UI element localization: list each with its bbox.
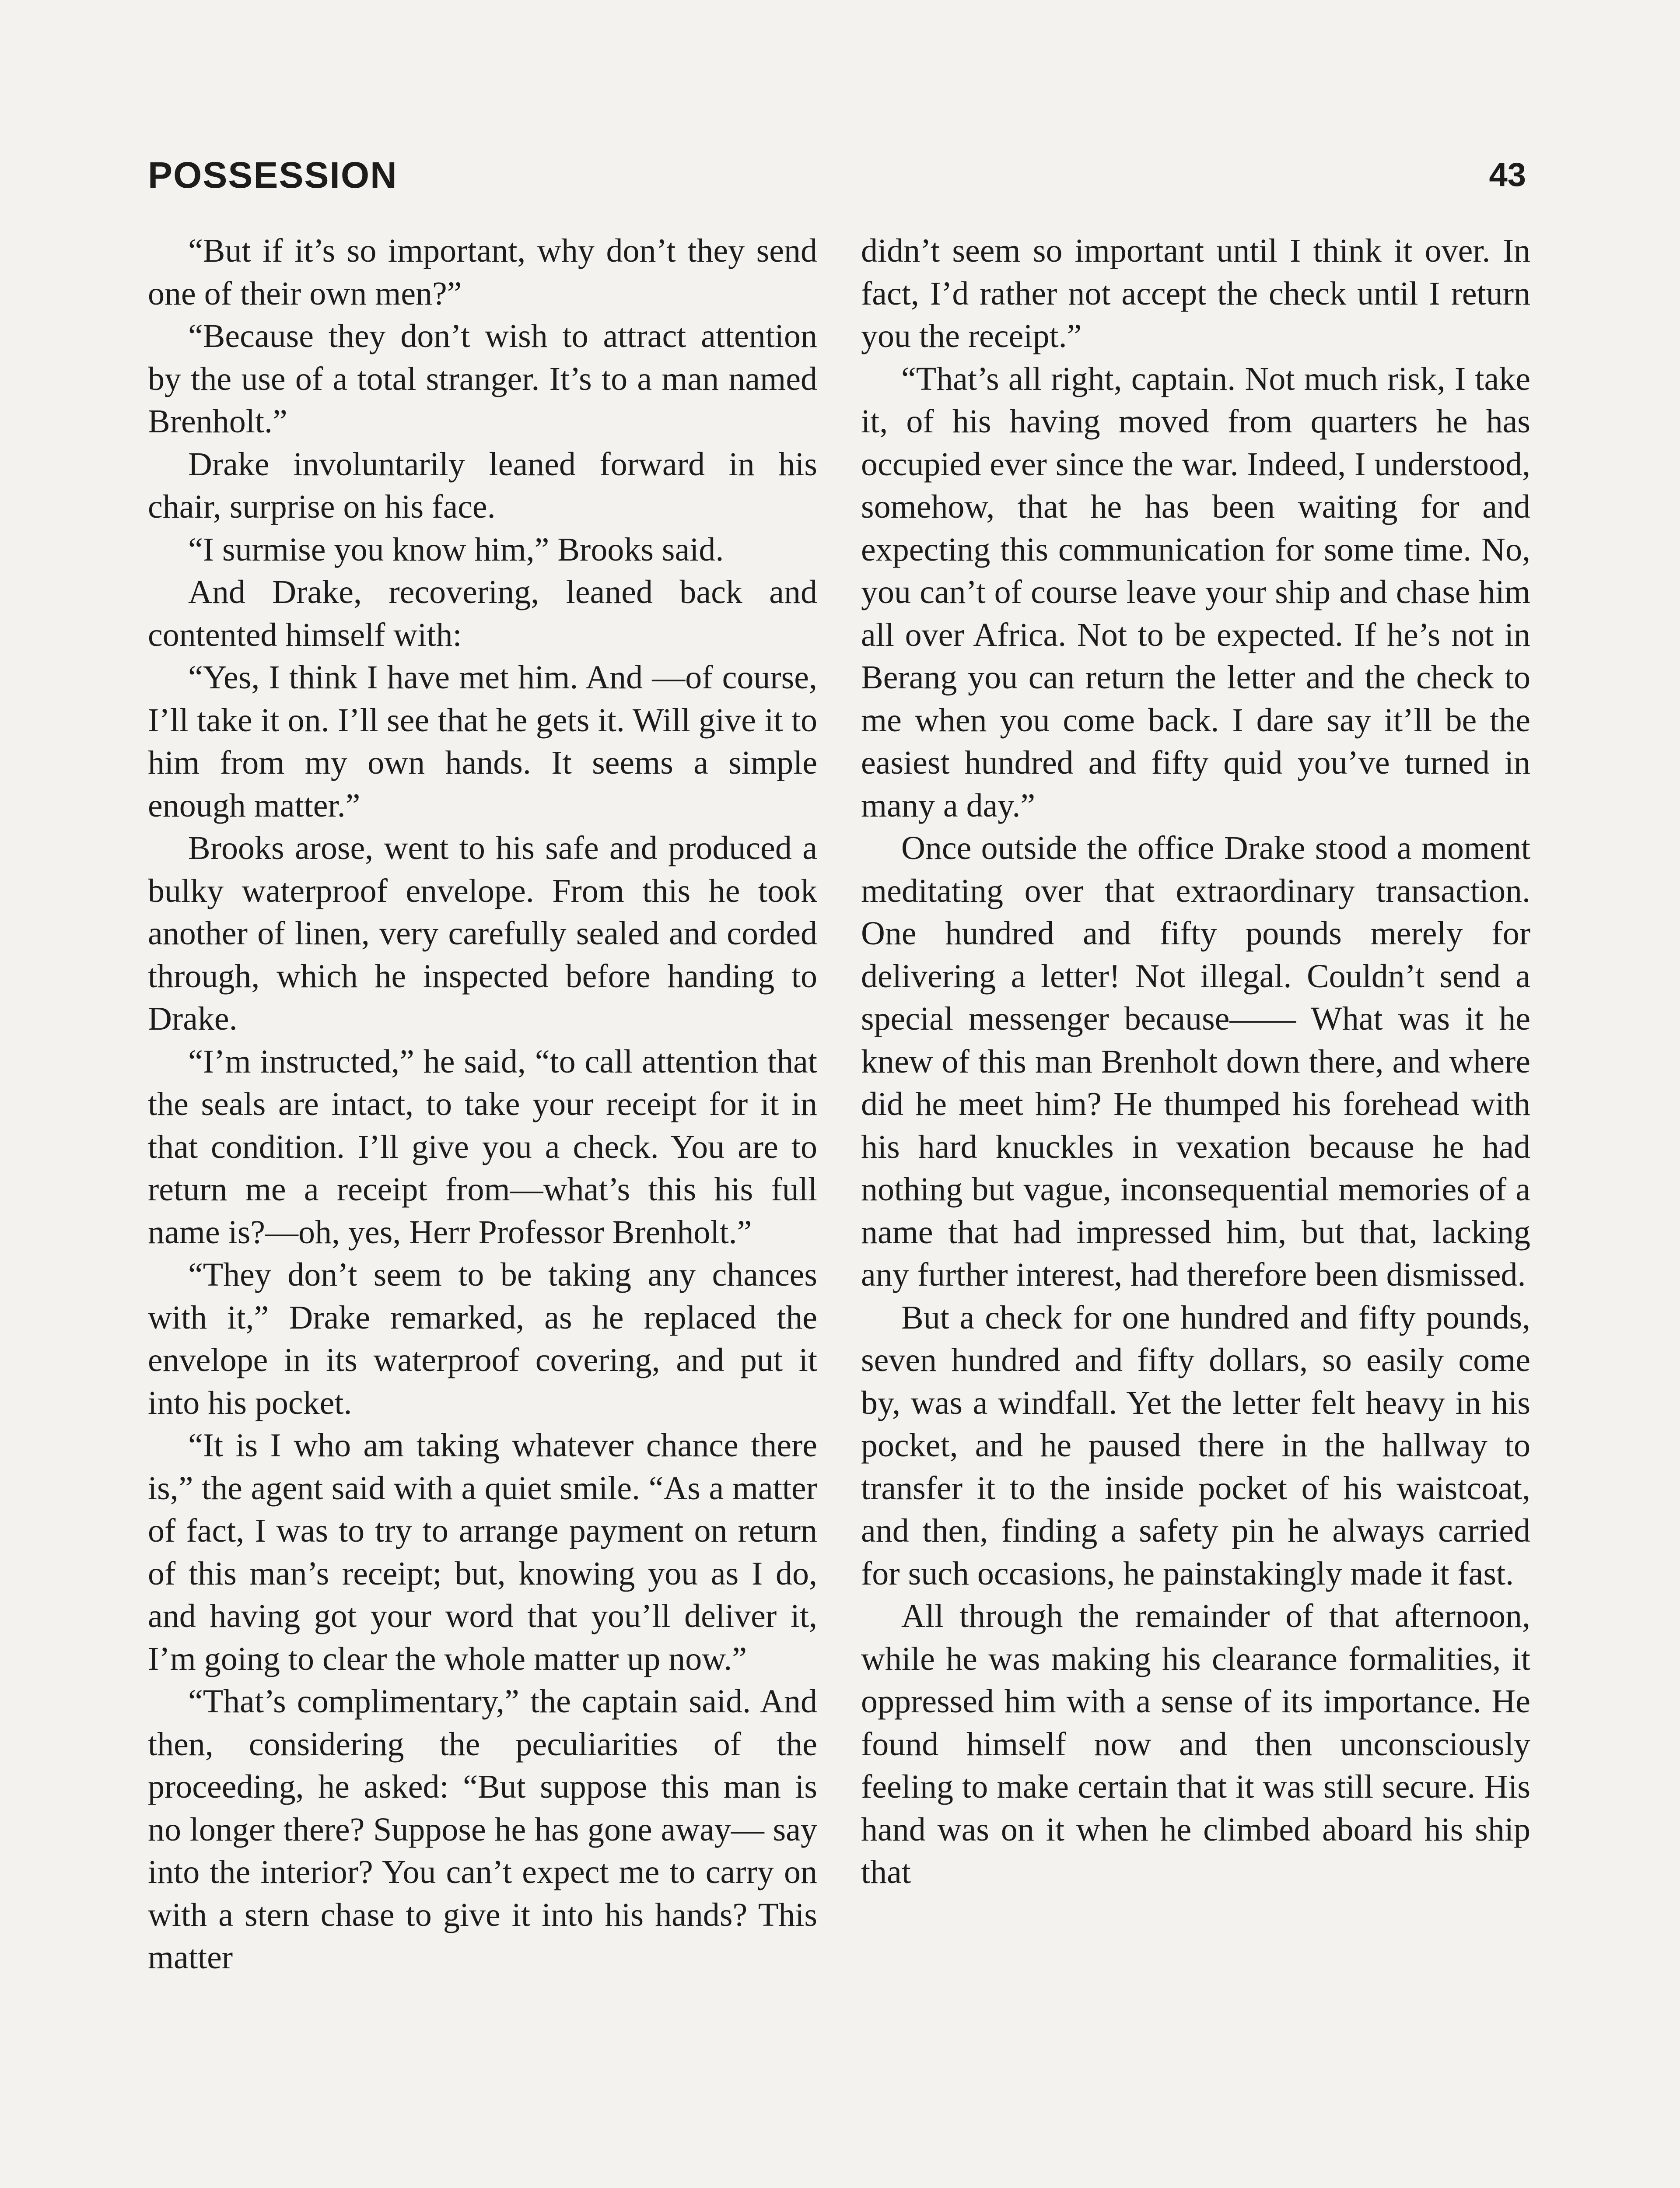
right-column [861, 230, 1530, 1894]
paragraph: “Because they don’t wish to attract attention by the use of a total stranger. It’s to a man named Brenholt.” [148, 318, 817, 440]
paragraph: “They don’t seem to be taking any chances with it,” Drake remarked, as he replaced the envelope in its waterproof covering, and put it into his pocket. [148, 1256, 817, 1421]
paragraph: “It is I who am taking whatever chance there is,” the agent said with a quiet smile. “As a matter of fact, I was to try to arrange payment on return of this man’s receipt; but, knowing you as I do, and having got your word that you’ll deliver it, I’m going to clear the whole matter up now.” [148, 1427, 817, 1677]
paragraph: “Yes, I think I have met him. And —of course, I’ll take it on. I’ll see that he gets it. Will give it to him from my own hands. It seems a simple enough matter.” [148, 659, 817, 824]
paragraph: Brooks arose, went to his safe and produced a bulky waterproof envelope. From this he took another of linen, very carefully sealed and corded through, which he inspected before handing to Drake. [148, 830, 817, 1037]
running-title: POSSESSION [148, 154, 398, 196]
page-number: 43 [1489, 156, 1526, 193]
page-header [148, 149, 1526, 201]
continued-paragraph: didn’t seem so important until I think it over. In fact, I’d rather not accept the check until I return you the receipt.” [861, 232, 1530, 354]
paragraph: “I’m instructed,” he said, “to call attention that the seals are intact, to take your receipt for it in that condition. I’ll give you a check. You are to return me a receipt from—what’s this his full name is?—oh, yes, Herr Professor Brenholt.” [148, 1043, 817, 1251]
paragraph: But a check for one hundred and fifty pounds, seven hundred and fifty dollars, so easily come by, was a windfall. Yet the letter felt heavy in his pocket, and he paused there in the hallway to transfer it to the inside pocket of his waistcoat, and then, finding a safety pin he always carried for such occasions, he painstakingly made it fast. [861, 1299, 1530, 1592]
paragraph: And Drake, recovering, leaned back and contented himself with: [148, 574, 817, 653]
paragraph: “That’s complimentary,” the captain said. And then, considering the peculiarities of the proceeding, he asked: “But suppose this man is no longer there? Suppose he has gone away— say into the interior? You can’t expect me to carry on with a stern chase to give it into his hands? This matter [148, 1683, 817, 1976]
paragraph: “That’s all right, captain. Not much risk, I take it, of his having moved from quarters he has occupied ever since the war. Indeed, I understood, somehow, that he has been waiting for and expecting this communication for some time. No, you can’t of course leave your ship and chase him all over Africa. Not to be expected. If he’s not in Berang you can return the letter and the check to me when you come back. I dare say it’ll be the easiest hundred and fifty quid you’ve turned in many a day.” [861, 360, 1530, 824]
paragraph: Drake involuntarily leaned forward in his chair, surprise on his face. [148, 445, 817, 525]
paragraph: “I surmise you know him,” Brooks said. [188, 531, 724, 568]
paragraph: Once outside the office Drake stood a moment meditating over that extraordinary transaction. One hundred and fifty pounds merely for delivering a letter! Not illegal. Couldn’t send a special messenger because—— What was it he knew of this man Brenholt down there, and where did he meet him? He thumped his forehead with his hard knuckles in vexation because he had nothing but vague, inconsequential memories of a name that had impressed him, but that, lacking any further interest, had therefore been dismissed. [861, 830, 1530, 1293]
paragraph: “But if it’s so important, why don’t they send one of their own men?” [148, 232, 817, 312]
left-column [148, 230, 817, 1979]
paragraph: All through the remainder of that afternoon, while he was making his clearance formalities, it oppressed him with a sense of its importance. He found himself now and then unconsciously feeling to make certain that it was still secure. His hand was on it when he climbed aboard his ship that [861, 1598, 1530, 1890]
